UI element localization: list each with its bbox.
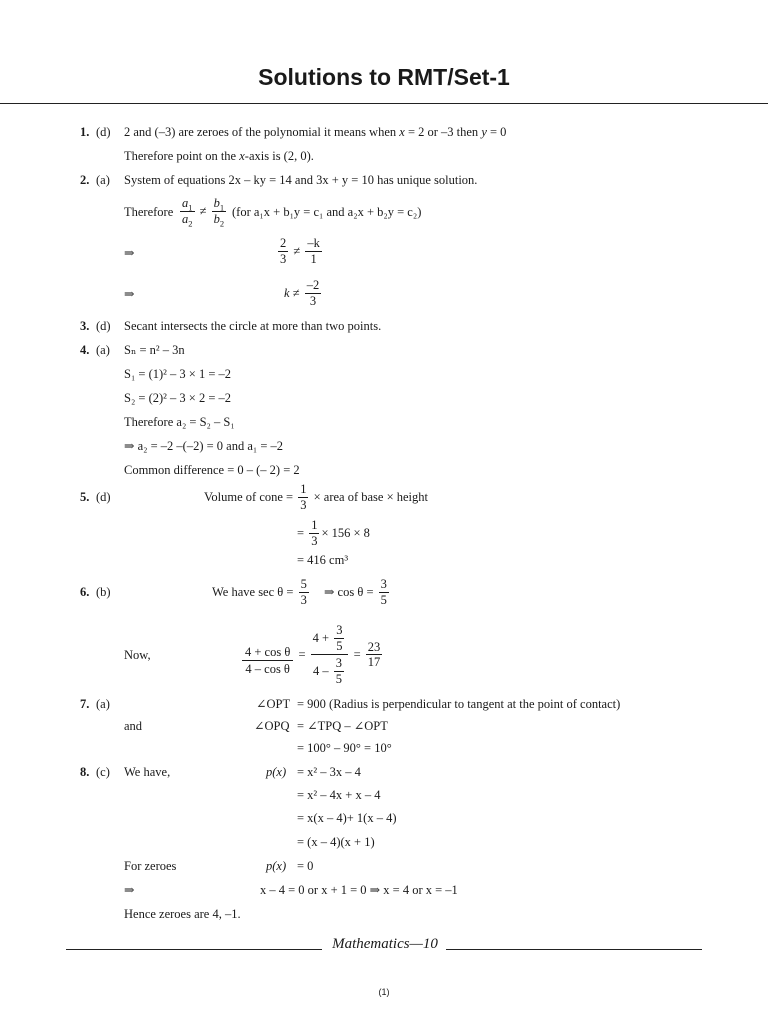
solution-line: ⇒ a₂ = –2 –(–2) = 0 and a₁ = –2 [124, 439, 284, 453]
k-result: k ≠ $\frac{-2}{3}$ [284, 278, 320, 308]
conclusion-line: Hence zeroes are 4, –1. [124, 907, 241, 921]
solution-line: Therefore point on the x-axis is (2, 0). [124, 149, 314, 163]
solution-line: Common difference = 0 – (– 2) = 2 [124, 463, 300, 477]
volume-formula: Volume of cone = $\frac{1}{3}$ × area of base × height [204, 482, 428, 512]
solution-line: Secant intersects the circle at more than two points. [124, 319, 382, 333]
solution-line: x – 4 = 0 or x + 1 = 0 ⇒ x = 4 or x = –1 [260, 883, 458, 897]
now-label: Now, [124, 648, 151, 662]
solution-line: = x² – 4x + x – 4 [297, 788, 381, 802]
angle-label: ∠OPQ [254, 719, 290, 733]
page-number: (1) [378, 987, 390, 997]
for-zeroes-label: For zeroes [124, 859, 177, 873]
question-number: 7. [80, 697, 90, 711]
implies-symbol: ⇒ [124, 246, 135, 260]
volume-calc: = $\frac{1}{3}$ × 156 × 8 [297, 518, 370, 548]
solution-line: = x² – 3x – 4 [297, 765, 361, 779]
solution-line: = (x – 4)(x + 1) [297, 835, 375, 849]
solution-line: Sₙ = n² – 3n [124, 343, 185, 357]
answer-option: (d) [96, 125, 111, 139]
solution-line: S₁ = (1)² – 3 × 1 = –2 [124, 367, 232, 381]
volume-result: = 416 cm³ [297, 553, 349, 567]
solution-line: S₂ = (2)² – 3 × 2 = –2 [124, 391, 232, 405]
cos-expression: $\frac{\text{4 + cos θ}}{\text{4 – cos θ}}$ = 4 + $\frac{3}{5}$ 4 – $\frac{3}{5}$ = $\frac{23}{17}$ [240, 622, 384, 687]
footer-rule-left [66, 949, 322, 950]
we-have-label: We have, [124, 765, 171, 779]
solution-line: System of equations 2x – ky = 14 and 3x + y = 10 has unique solution. [124, 173, 478, 187]
inequality: $\frac{2}{3}$ ≠ $\frac{-k}{1}$ [280, 236, 320, 266]
solution-line: = 100° – 90° = 10° [297, 741, 392, 755]
page-title: Solutions to RMT/Set-1 [258, 64, 510, 90]
sec-cos-relation: We have sec θ = $\frac{5}{3}$ ⇒ cos θ = $\frac{3}{5}$ [212, 577, 387, 607]
angle-label: ∠OPT [256, 697, 291, 711]
title-rule [0, 103, 768, 104]
question-number: 5. [80, 490, 90, 504]
answer-option: (b) [96, 585, 111, 599]
implies-symbol: ⇒ [124, 883, 135, 897]
px-label: p(x) [266, 765, 287, 779]
solution-line: = ∠TPQ – ∠OPT [297, 719, 388, 733]
question-number: 6. [80, 585, 90, 599]
px-label: p(x) [266, 859, 287, 873]
therefore-label: Therefore [124, 205, 174, 219]
solution-line: Therefore a₂ = S₂ – S₁ [124, 415, 235, 429]
question-number: 8. [80, 765, 90, 779]
answer-option: (a) [96, 697, 110, 711]
answer-option: (d) [96, 319, 111, 333]
condition-text: (for a₁x + b₁y = c₁ and a₂x + b₂y = c₂) [232, 205, 422, 219]
answer-option: (a) [96, 343, 110, 357]
solution-line: = 0 [297, 859, 314, 873]
answer-option: (d) [96, 490, 111, 504]
question-number: 3. [80, 319, 90, 333]
question-number: 2. [80, 173, 90, 187]
answer-option: (c) [96, 765, 110, 779]
answer-option: (a) [96, 173, 110, 187]
solution-line: = 900 (Radius is perpendicular to tangent at the point of contact) [297, 697, 621, 711]
ratio-condition: $\frac{a_1}{a_2}$ ≠ $\frac{b_1}{b_2}$ [182, 196, 225, 228]
and-label: and [124, 719, 143, 733]
implies-symbol: ⇒ [124, 287, 135, 301]
footer-rule-right [446, 949, 702, 950]
question-number: 4. [80, 343, 90, 357]
footer-title: Mathematics—10 [332, 936, 438, 952]
solution-line: = x(x – 4)+ 1(x – 4) [297, 811, 397, 825]
solution-line: 2 and (–3) are zeroes of the polynomial it means when x = 2 or –3 then y = 0 [124, 125, 507, 139]
question-number: 1. [80, 125, 90, 139]
